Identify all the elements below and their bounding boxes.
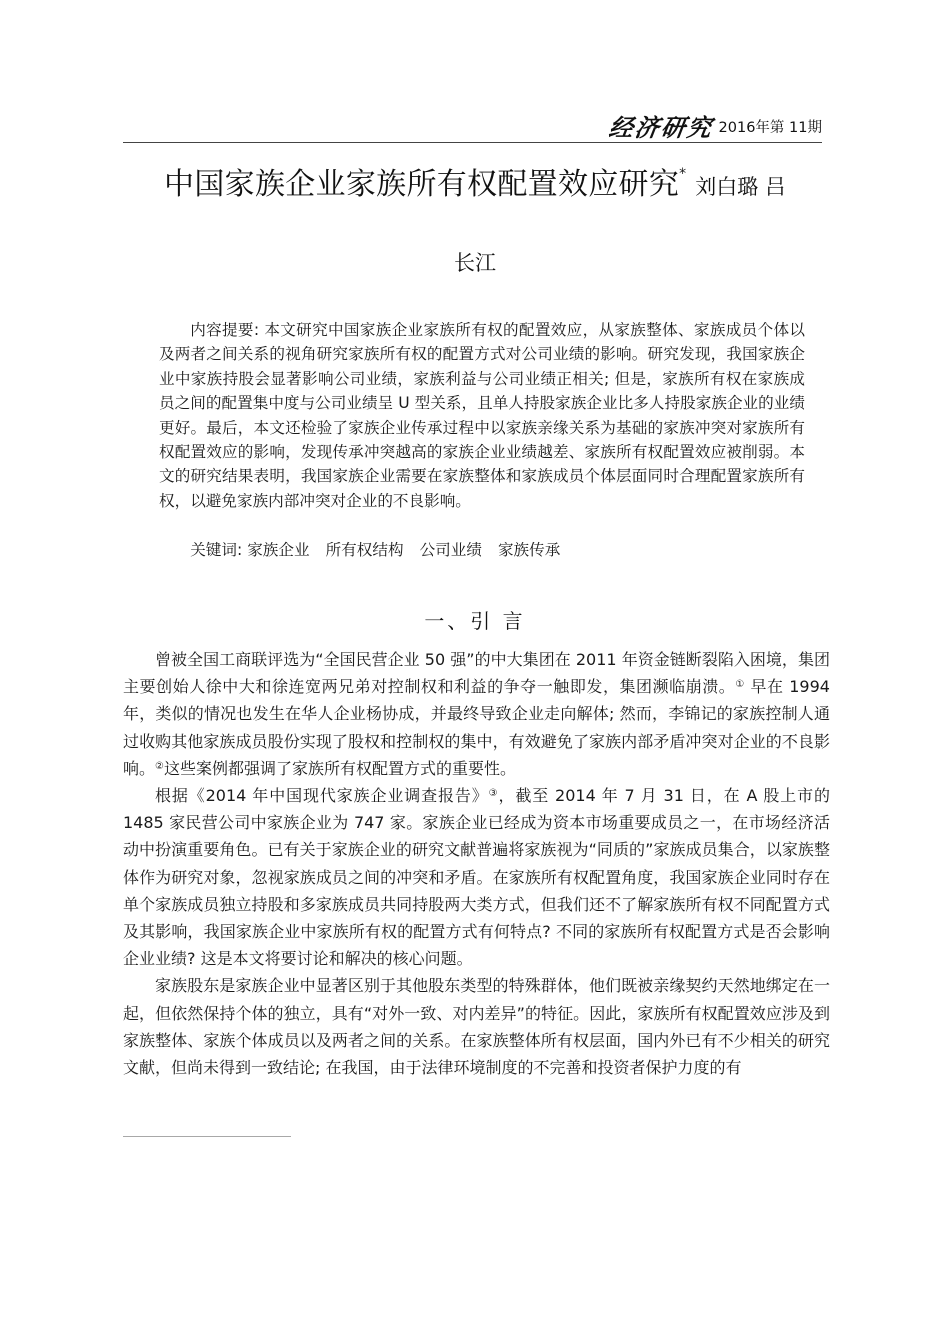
issue-label: 2016年第 11期 [718,120,822,136]
keyword: 家族传承 [497,541,561,559]
header-divider [123,142,822,143]
abstract-text: 内容提要: 本文研究中国家族企业家族所有权的配置效应，从家族整体、家族成员个体以及两者之间关系的视角研究家族所有权的配置方式对公司业绩的影响。研究发现，我国家族企业中家族持股会显著影响公司业绩，家族利益与公司业绩正相关; 但是，家族所有权在家族成员之间的配置集中度与公司业绩呈 U 型关系，且单人持股家族企业比多人持股家族企业的业绩更好。最后，本文还检验了家族企业传承过程中以家族亲缘关系为基础的家族冲突对家族所有权配置效应的影响，发现传承冲突越高的家族企业业绩越差、家族所有权配置效应被削弱。本文的研究结果表明，我国家族企业需要在家族整体和家族成员个体层面同时合理配置家族所有权，以避免家族内部冲突对企业的不良影响。 [159,321,805,510]
authors-line-2: 长江 [454,251,496,275]
paper-title: 中国家族企业家族所有权配置效应研究 [164,167,680,202]
abstract [159,318,805,513]
paragraph-2 [123,782,830,972]
footnote-ref-2[interactable]: ② [155,760,164,772]
keyword: 公司业绩 [419,541,482,559]
keywords [159,538,805,562]
body-text [123,646,830,1081]
keyword: 家族企业 [247,541,310,559]
authors-line-1: 刘白璐 吕 [695,175,786,199]
section-heading-introduction: 一、引 言 [424,609,526,633]
paragraph-text: ，截至 2014 年 7 月 31 日，在 A 股上市的 1485 家民营公司中家族企业为 747 家。家族企业已经成为资本市场重要成员之一，在市场经济活动中扮演重要角色。已有关于家族企业的研究文献普遍将家族视为“同质的”家族成员集合，以家族整体作为研究对象，忽视家族成员之间的冲突和矛盾。在家族所有权配置角度，我国家族企业同时存在单个家族成员独立持股和多家族成员共同持股两大类方式，但我们还不了解家族所有权不同配置方式及其影响，我国家族企业中家族所有权的配置方式有何特点? 不同的家族所有权配置方式是否会影响企业业绩? 这是本文将要讨论和解决的核心问题。 [123,786,830,969]
footnote-ref-3[interactable]: ③ [488,788,499,800]
keyword: 所有权结构 [325,541,404,559]
paragraph-text: 曾被全国工商联评选为“全国民营企业 50 强”的中大集团在 2011 年资金链断裂陷入困境，集团主要创始人徐中大和徐连宽两兄弟对控制权和利益的争夺一触即发，集团濒临崩溃。 [123,650,830,697]
keywords-label: 关键词: [190,541,248,559]
title-footnote-mark: * [679,166,687,182]
paragraph-text: 早在 1994 年，类似的情况也发生在华人企业杨协成，并最终导致企业走向解体; 然而，李锦记的家族控制人通过收购其他家族成员股份实现了股权和控制权的集中，有效避免了家族内部矛盾冲突对企业的不良影响。 [123,677,830,778]
paragraph-text: 这些案例都强调了家族所有权配置方式的重要性。 [163,758,516,778]
footnote-divider [123,1136,291,1137]
paragraph-3: 家族股东是家族企业中显著区别于其他股东类型的特殊群体，他们既被亲缘契约天然地绑定在一起，但依然保持个体的独立，具有“对外一致、对内差异”的特征。因此，家族所有权配置效应涉及到家族整体、家族个体成员以及两者之间的关系。在家族整体所有权层面，国内外已有不少相关的研究文献，但尚未得到一致结论; 在我国，由于法律环境制度的不完善和投资者保护力度的有 [123,976,830,1078]
paragraph-text: 根据《2014 年中国现代家族企业调查报告》 [155,786,489,806]
running-header [123,112,822,142]
title-block [0,164,950,208]
footnote-ref-1[interactable]: ① [735,679,745,691]
paragraph-1 [123,646,830,782]
journal-logo: 经济研究 [606,113,715,142]
